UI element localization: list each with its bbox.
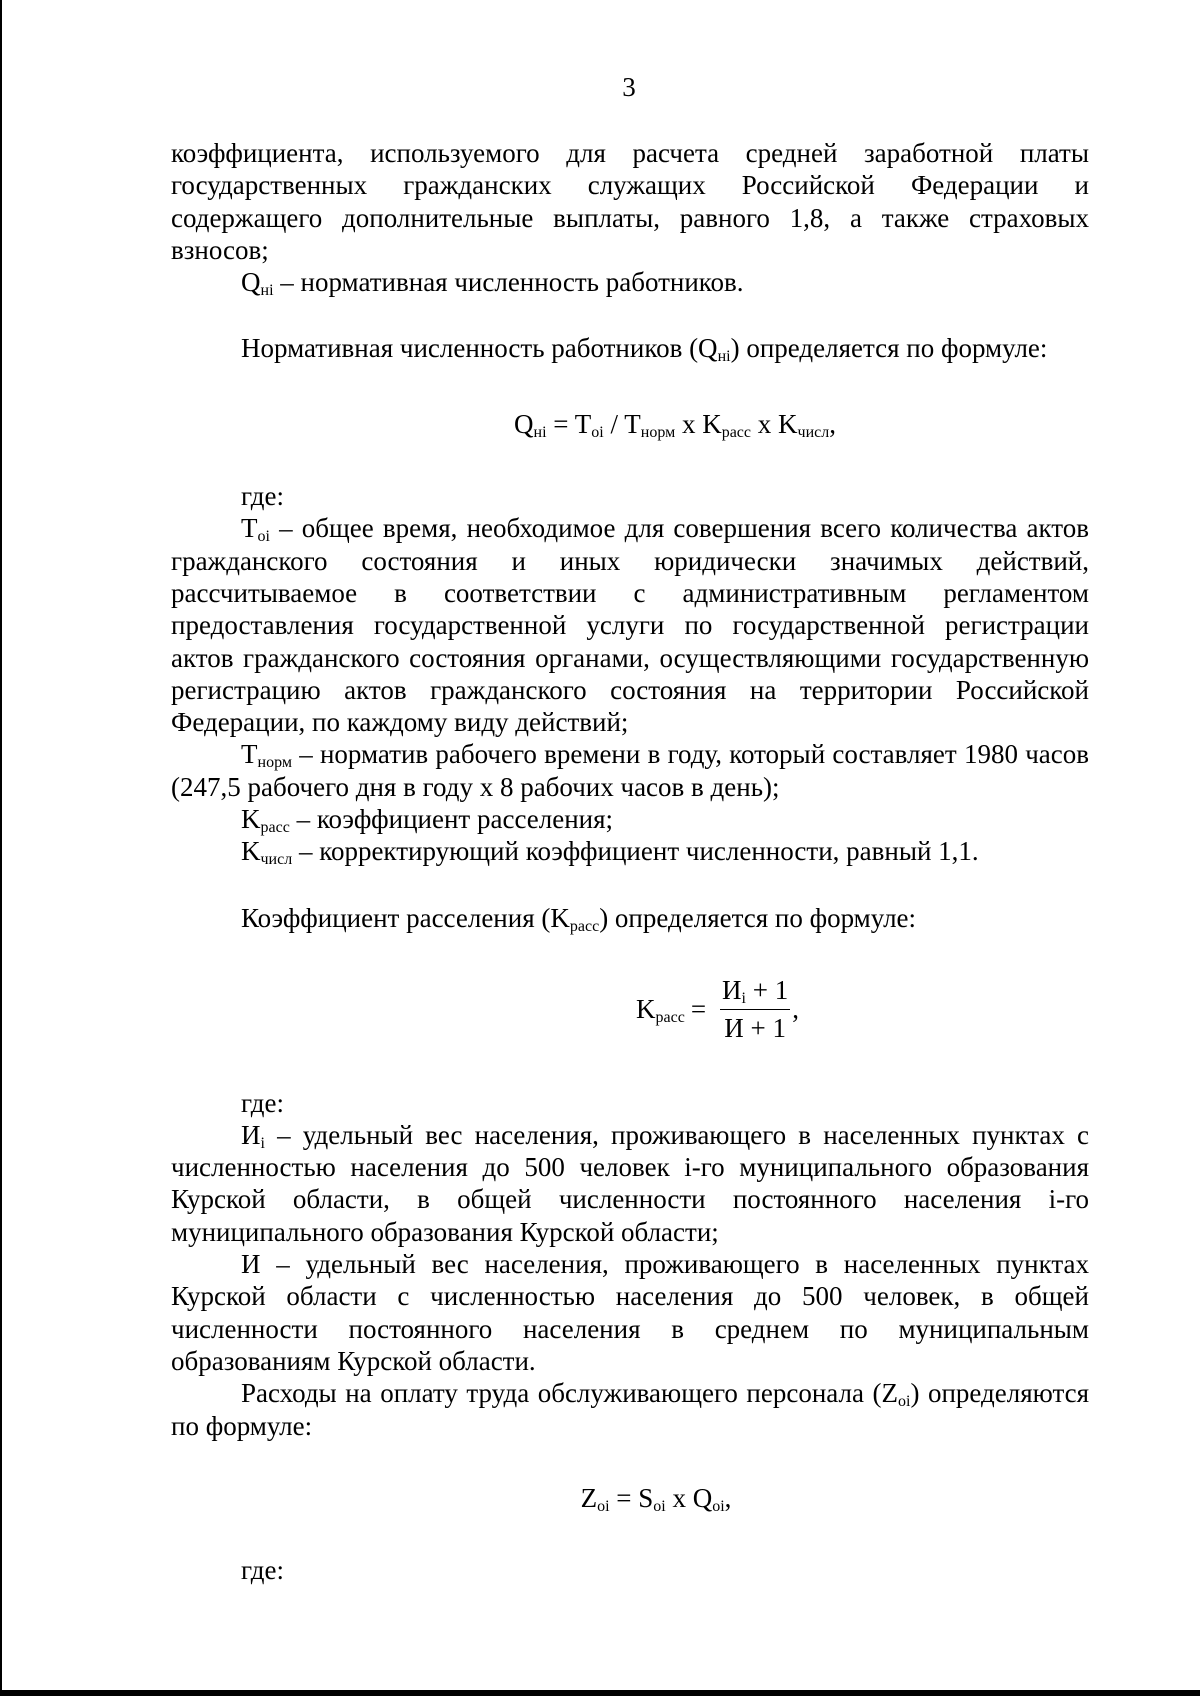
- formula-krass-fraction: [720, 974, 790, 1045]
- paragraph-krass-formula-intro: Коэффициент расселения $(K_{расс})$ определяется по формуле:: [241, 902, 917, 935]
- formula-zoi: $Z_{oi} = S_{oi}$ x $Q_{oi}$,: [580, 1482, 732, 1515]
- document-body: [171, 137, 1089, 1586]
- definition-qni: $Q_{нi}$ – нормативная численность работников.: [241, 267, 744, 300]
- definition-tnorm: $T_{норм}$ – норматив рабочего времени в году, который составляет 1980 часов (247,5 рабочего дня в году x 8 рабочих часов в день);: [171, 739, 1089, 802]
- formula-krass: $K_{расс}$ = $\frac{И_i + 1}{И + 1}$ ,: [636, 974, 799, 1044]
- formula-qni: $Q_{нi} = T_{oi} / T_{норм}$ x $K_{расс}$ x $K_{числ}$,: [514, 408, 836, 441]
- fraction-numerator: $И_i + 1$: [720, 974, 790, 1010]
- where-label-3: где:: [241, 1555, 284, 1586]
- paragraph-zoi-formula-intro: Расходы на оплату труда обслуживающего персонала $(Z_{oi})$ определяются по формуле:: [171, 1378, 1089, 1441]
- scan-edge-bottom: [0, 1690, 1200, 1696]
- where-label-2: где:: [241, 1087, 284, 1118]
- paragraph-qni-formula-intro: Нормативная численность работников $(Q_{нi})$ определяется по формуле:: [241, 333, 1048, 366]
- paragraph-intro: коэффициента, используемого для расчета средней заработной платы государственных гражданских служащих Российской Федерации и содержащего дополнительные выплаты, равного 1,8, а также страховых взносов;: [171, 138, 1089, 265]
- page-number: 3: [622, 72, 636, 102]
- definition-toi: $T_{oi}$ – общее время, необходимое для совершения всего количества актов гражданского состояния и иных юридически значимых действий, рассчитываемое в соответствии с административным регламентом предоставления государственной услуги по государственной регистрации актов гражданского состояния органами, осуществляющими государственную регистрацию актов гражданского состояния на территории Российской Федерации, по каждому виду действий;: [171, 513, 1089, 738]
- definition-kchisl: $K_{числ}$ – корректирующий коэффициент численности, равный 1,1.: [241, 836, 979, 869]
- definition-i: И – удельный вес населения, проживающего в населенных пунктах Курской области с численностью населения до 500 человек, в общей численности постоянного населения в среднем по муниципальным образованиям Курской области.: [171, 1249, 1089, 1376]
- scan-edge-left: [0, 0, 2, 1696]
- definition-ii: $И_i$ – удельный вес населения, проживающего в населенных пунктах с численностью населения до 500 человек i-го муниципального образования Курской области, в общей численности постоянного населения i-го муниципального образования Курской области;: [171, 1119, 1089, 1247]
- definition-krass: $K_{расс}$ – коэффициент расселения;: [241, 804, 614, 837]
- where-label: где:: [241, 481, 284, 512]
- fraction-denominator: И + 1: [724, 1013, 786, 1044]
